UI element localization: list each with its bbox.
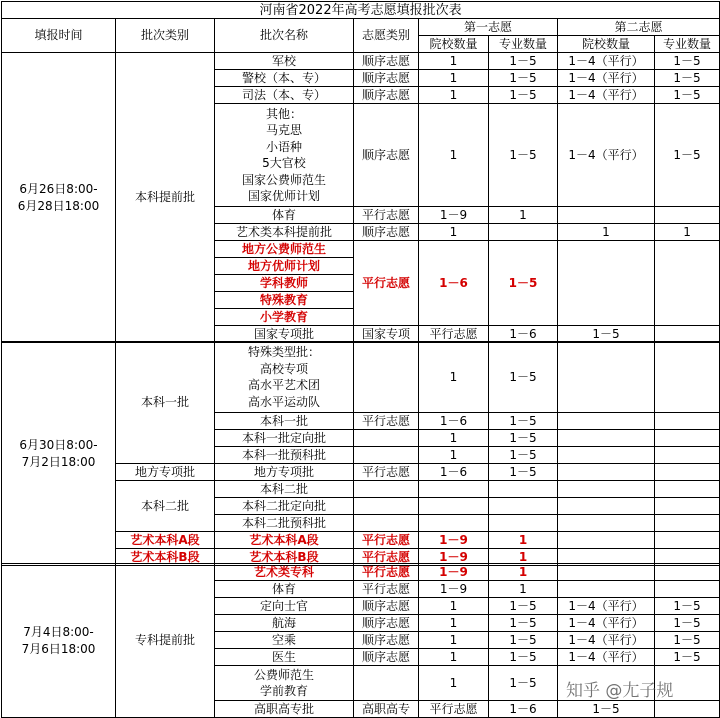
table-cell: 1 [489,549,558,566]
zk-names [215,666,354,701]
table-cell: 1－5 [655,104,720,207]
table-cell: 1－5 [655,598,720,615]
table-cell: 体育 [215,581,354,598]
table-cell: 1－5 [655,53,720,70]
table-cell: 艺术类本科提前批 [215,224,354,241]
table-cell: 艺术本科A段 [215,532,354,549]
table-cell: 艺术类专科 [215,564,354,581]
cell-line: 马克思 [265,123,302,137]
table-cell: 平行志愿 [354,207,419,224]
empty-cell [354,515,419,532]
empty-cell [558,241,655,326]
header-majors-1: 专业数量 [489,36,558,53]
cell-line: 7月2日18:00 [21,454,96,469]
table-cell: 1－4（平行） [558,87,655,104]
table-cell: 军校 [215,53,354,70]
table-cell: 小学教育 [215,309,354,326]
cell-line: 7月4日8:00- [23,625,94,639]
empty-cell [558,498,655,515]
table-cell: 1 [419,342,489,413]
empty-cell [558,342,655,413]
empty-cell [655,701,720,718]
table-cell: 定向士官 [215,598,354,615]
table-cell: 1－5 [489,615,558,632]
empty-cell [489,481,558,498]
table-cell: 地方专项批 [215,464,354,481]
cell-line: 特殊类型批： [247,345,320,359]
table-cell: 1－5 [655,87,720,104]
category-cell: 本科提前批 [116,53,215,343]
empty-cell [558,581,655,598]
table-cell: 1－5 [489,598,558,615]
table-cell: 平行志愿 [354,581,419,598]
empty-cell [558,447,655,464]
empty-cell [655,564,720,581]
time-cell [2,342,116,566]
table-cell: 1－9 [419,532,489,549]
table-cell: 平行志愿 [354,532,419,549]
table-cell: 1－4（平行） [558,598,655,615]
empty-cell [354,342,419,413]
empty-cell [655,447,720,464]
header-majors-2: 专业数量 [655,36,720,53]
table-cell: 1－4（平行） [558,632,655,649]
table-cell: 1 [489,581,558,598]
table-row [2,53,720,70]
table-cell: 平行志愿 [354,564,419,581]
table-cell: 1－5 [489,87,558,104]
empty-cell [489,515,558,532]
table-cell: 1 [419,632,489,649]
table-cell: 1－5 [489,70,558,87]
empty-cell [558,464,655,481]
cell-line: 6月30日8:00- [19,438,98,452]
table-cell: 司法（本、专） [215,87,354,104]
table-cell: 1－5 [489,53,558,70]
special-names [215,342,354,413]
table-cell: 本科一批 [116,342,215,464]
table-cell: 艺术本科B段 [215,549,354,566]
empty-cell [419,481,489,498]
table-cell: 1－4（平行） [558,70,655,87]
header-second: 第二志愿 [558,19,720,36]
table-cell: 1－4（平行） [558,615,655,632]
table-cell: 1－5 [489,430,558,447]
table-cell: 专科提前批 [116,564,215,718]
empty-cell [655,342,720,413]
table-cell: 空乘 [215,632,354,649]
table-cell: 1－5 [655,615,720,632]
table-cell: 平行志愿 [419,701,489,718]
table-cell: 1－5 [655,70,720,87]
table-cell: 本科二批定向批 [215,498,354,515]
empty-cell [558,515,655,532]
cell-line: 5大官校 [262,156,306,170]
table-cell: 1－5 [489,342,558,413]
table-cell: 1－5 [489,241,558,326]
table-cell: 1－5 [489,447,558,464]
empty-cell [655,207,720,224]
table-cell: 航海 [215,615,354,632]
table-cell: 本科一批预科批 [215,447,354,464]
table-cell: 1－6 [419,413,489,430]
table-cell: 1－6 [419,241,489,326]
time-cell [2,564,116,718]
table-cell: 1－4（平行） [558,104,655,207]
table-cell: 顺序志愿 [354,615,419,632]
table-cell: 顺序志愿 [354,53,419,70]
table-cell: 本科二批 [116,481,215,532]
table-cell: 特殊教育 [215,292,354,309]
table-cell: 1－5 [489,632,558,649]
table-cell: 1－5 [489,666,558,701]
empty-cell [655,241,720,326]
cell-line: 公费师范生 [253,667,314,682]
table-cell: 1－5 [489,464,558,481]
table-cell: 国家专项 [354,326,419,343]
table-cell: 1 [489,532,558,549]
header-time: 填报时间 [2,19,116,53]
table-cell: 1 [655,224,720,241]
table-cell: 1－6 [419,464,489,481]
empty-cell [354,481,419,498]
table-cell: 顺序志愿 [354,224,419,241]
table-cell: 高职高专批 [215,701,354,718]
table-cell: 1 [419,87,489,104]
empty-cell [419,515,489,532]
empty-cell [558,481,655,498]
table-cell: 1－5 [489,104,558,207]
table-cell: 顺序志愿 [354,598,419,615]
admission-batch-table [1,1,720,343]
empty-cell [419,498,489,515]
table-cell: 1 [419,53,489,70]
cell-line: 高水平艺术团 [247,378,320,392]
table-cell: 1 [419,666,489,701]
cell-line: 国家公费师范生 [241,172,326,187]
table-cell: 地方专项批 [116,464,215,481]
header-first: 第一志愿 [419,19,558,36]
header-schools-2: 院校数量 [558,36,655,53]
table-cell: 1－6 [489,701,558,718]
table-cell: 1 [419,430,489,447]
table-cell: 顺序志愿 [354,87,419,104]
table-cell: 学科教师 [215,275,354,292]
empty-cell [558,413,655,430]
table-cell: 顺序志愿 [354,632,419,649]
table-cell: 1－5 [655,632,720,649]
table-cell: 医生 [215,649,354,666]
header-category: 批次类别 [116,19,215,53]
cell-line: 6月26日8:00- [19,182,98,196]
table-cell: 顺序志愿 [354,649,419,666]
empty-cell [655,498,720,515]
header-type: 志愿类别 [354,19,419,53]
empty-cell [655,464,720,481]
table-cell: 1 [419,224,489,241]
table-cell: 1－5 [489,413,558,430]
empty-cell [655,581,720,598]
table-cell: 平行志愿 [354,413,419,430]
empty-cell [489,498,558,515]
empty-cell [558,430,655,447]
table-cell: 体育 [215,207,354,224]
empty-cell [655,481,720,498]
table-cell: 1 [419,70,489,87]
table-cell: 1－9 [419,564,489,581]
admission-batch-table-cont [1,341,720,566]
empty-cell [655,326,720,343]
cell-line: 其他： [265,106,302,121]
cell-line: 7月6日18:00 [21,641,96,656]
empty-cell [489,224,558,241]
empty-cell [354,430,419,447]
table-cell: 1－9 [419,581,489,598]
table-cell: 本科二批 [215,481,354,498]
table-cell: 1－5 [489,649,558,666]
table-cell: 1 [419,447,489,464]
table-cell: 平行志愿 [354,549,419,566]
empty-cell [655,413,720,430]
table-cell: 艺术本科B段 [116,549,215,566]
table-cell: 1 [419,615,489,632]
table-cell: 1－5 [558,701,655,718]
empty-cell [655,430,720,447]
cell-line: 高水平运动队 [247,394,320,409]
table-cell: 1－4（平行） [558,53,655,70]
watermark: 知乎 @尢子规 [566,681,674,701]
cell-line: 小语种 [265,139,302,154]
table-cell: 艺术本科A段 [116,532,215,549]
table-row [2,564,720,581]
empty-cell [558,207,655,224]
table-cell: 顺序志愿 [354,104,419,207]
empty-cell [354,666,419,701]
table-cell: 本科一批 [215,413,354,430]
empty-cell [655,515,720,532]
table-cell: 平行志愿 [354,241,419,326]
empty-cell [655,532,720,549]
table-cell: 本科一批定向批 [215,430,354,447]
table-cell: 地方公费师范生 [215,241,354,258]
cell-line: 国家优师计划 [247,189,320,203]
table-cell: 地方优师计划 [215,258,354,275]
table-cell: 高职高专 [354,701,419,718]
misc-names [215,104,354,207]
table-title: 河南省2022年高考志愿填报批次表 [2,2,720,19]
table-cell: 1－9 [419,549,489,566]
table-cell: 1 [489,564,558,581]
table-cell: 顺序志愿 [354,70,419,87]
table-cell: 平行志愿 [419,326,489,343]
empty-cell [558,564,655,581]
table-cell: 1 [558,224,655,241]
empty-cell [558,532,655,549]
time-cell [2,53,116,343]
cell-line: 学前教育 [259,684,308,698]
table-cell: 1－4（平行） [558,649,655,666]
table-cell: 1－6 [489,326,558,343]
table-cell: 1 [419,598,489,615]
table-cell: 1－5 [558,326,655,343]
table-cell: 平行志愿 [354,464,419,481]
table-cell: 1－5 [655,649,720,666]
table-cell: 本科二批预科批 [215,515,354,532]
table-cell: 1 [419,104,489,207]
cell-line: 高校专项 [259,361,308,376]
table-cell: 1－9 [419,207,489,224]
header-name: 批次名称 [215,19,354,53]
table-cell: 1 [419,649,489,666]
table-row [2,342,720,413]
empty-cell [354,498,419,515]
table-cell: 国家专项批 [215,326,354,343]
cell-line: 6月28日18:00 [17,198,100,213]
table-cell: 1 [489,207,558,224]
empty-cell [354,447,419,464]
header-schools-1: 院校数量 [419,36,489,53]
table-cell: 警校（本、专） [215,70,354,87]
